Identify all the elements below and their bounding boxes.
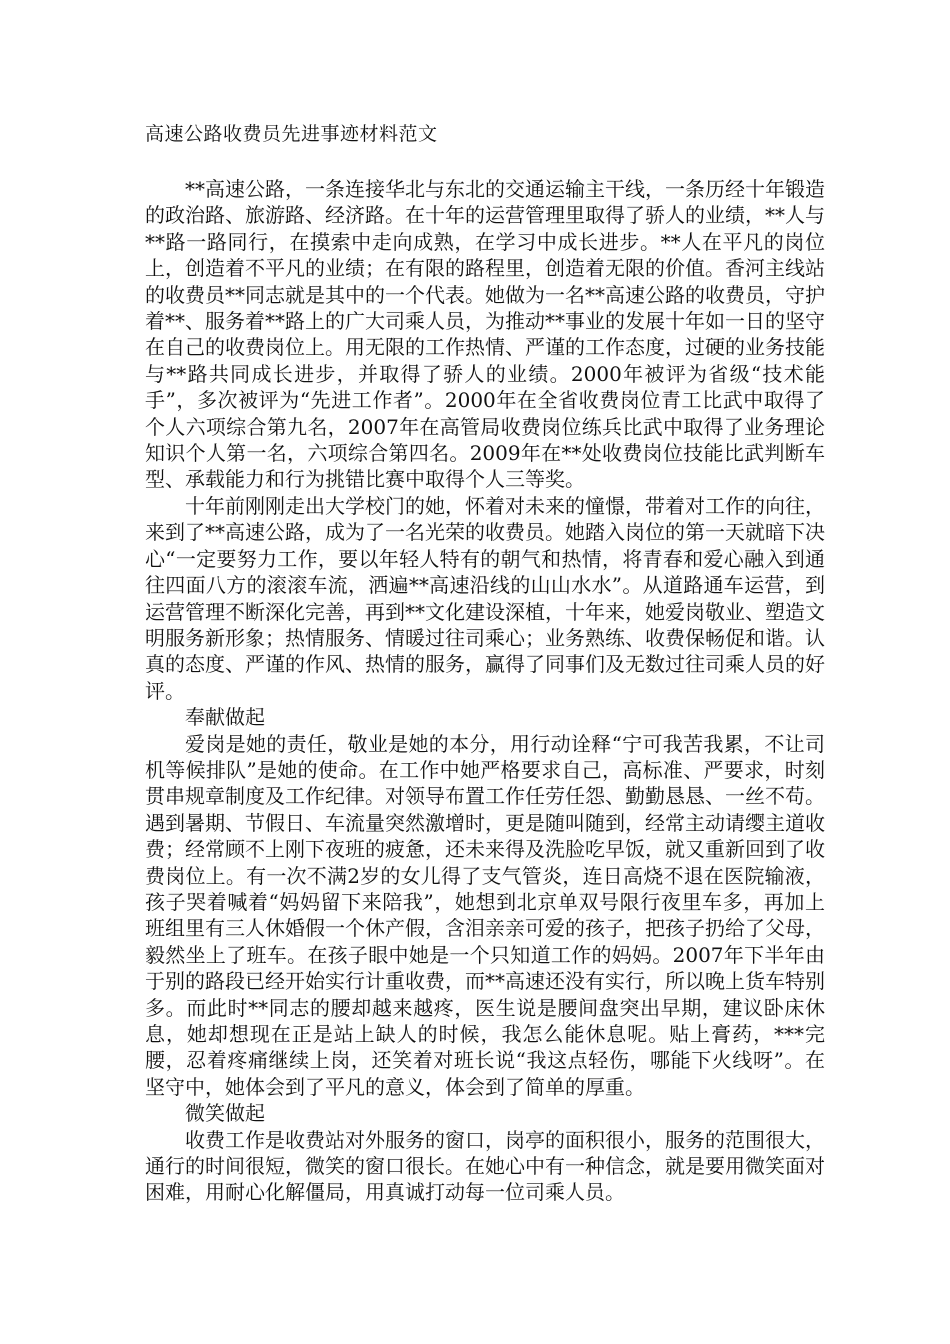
- section-heading-dedication: 奉献做起: [185, 705, 265, 730]
- paragraph-intro: **高速公路，一条连接华北与东北的交通运输主干线，一条历经十年锻造的政治路、旅游路、经济路。在十年的运营管理里取得了骄人的业绩，**人与**路一路同行，在摸索中走向成熟，在学习中成长进步。**人在平凡的岗位上，创造着不平凡的业绩；在有限的路程里，创造着无限的价值。香河主线站的收费员**同志就是其中的一个代表。她做为一名**高速公路的收费员，守护着**、服务着**路上的广大司乘人员，为推动**事业的发展十年如一日的坚守在自己的收费岗位上。用无限的工作热情、严谨的工作态度，过硬的业务技能与**路共同成长进步，并取得了骄人的业绩。2000年被评为省级“技术能手”，多次被评为“先进工作者”。2000年在全省收费岗位青工比武中取得了个人六项综合第九名，2007年在高管局收费岗位练兵比武中取得了业务理论知识个人第一名，六项综合第四名。2009年在**处收费岗位技能比武判断车型、承载能力和行为挑错比赛中取得个人三等奖。: [145, 177, 825, 492]
- section-heading-smile: 微笑做起: [185, 1101, 265, 1126]
- document-page: [145, 120, 825, 1206]
- paragraph-dedication: 爱岗是她的责任，敬业是她的本分，用行动诠释“宁可我苦我累，不让司机等候排队”是她的使命。在工作中她严格要求自己，高标准、严要求，时刻贯串规章制度及工作纪律。对领导布置工作任劳任怨、勤勤恳恳、一丝不苟。遇到暑期、节假日、车流量突然激增时，更是随叫随到，经常主动请缨主道收费；经常顾不上刚下夜班的疲惫，还未来得及洗脸吃早饭，就又重新回到了收费岗位上。有一次不满2岁的女儿得了支气管炎，连日高烧不退在医院输液，孩子哭着喊着“妈妈留下来陪我”，她想到北京单双号限行夜里车多，再加上班组里有三人休婚假一个休产假，含泪亲亲可爱的孩子，把孩子扔给了父母，毅然坐上了班车。在孩子眼中她是一个只知道工作的妈妈。2007年下半年由于别的路段已经开始实行计重收费，而**高速还没有实行，所以晚上货车特别多。而此时**同志的腰却越来越疼，医生说是腰间盘突出早期，建议卧床休息，她却想现在正是站上缺人的时候，我怎么能休息呢。贴上膏药，***完腰，忍着疼痛继续上岗，还笑着对班长说“我这点轻伤，哪能下火线呀”。在坚守中，她体会到了平凡的意义，体会到了简单的厚重。: [145, 731, 825, 1099]
- paragraph-smile: 收费工作是收费站对外服务的窗口，岗亭的面积很小，服务的范围很大，通行的时间很短，微笑的窗口很长。在她心中有一种信念，就是要用微笑面对困难，用耐心化解僵局，用真诚打动每一位司乘人员。: [145, 1127, 825, 1205]
- paragraph-background: 十年前刚刚走出大学校门的她，怀着对未来的憧憬，带着对工作的向往，来到了**高速公路，成为了一名光荣的收费员。她踏入岗位的第一天就暗下决心“一定要努力工作，要以年轻人特有的朝气和热情，将青春和爱心融入到通往四面八方的滚滚车流，洒遍**高速沿线的山山水水”。从道路通车运营，到运营管理不断深化完善，再到**文化建设深植，十年来，她爱岗敬业、塑造文明服务新形象；热情服务、情暖过往司乘心；业务熟练、收费保畅促和谐。认真的态度、严谨的作风、热情的服务，赢得了同事们及无数过往司乘人员的好评。: [145, 493, 825, 703]
- document-title: 高速公路收费员先进事迹材料范文: [145, 123, 438, 145]
